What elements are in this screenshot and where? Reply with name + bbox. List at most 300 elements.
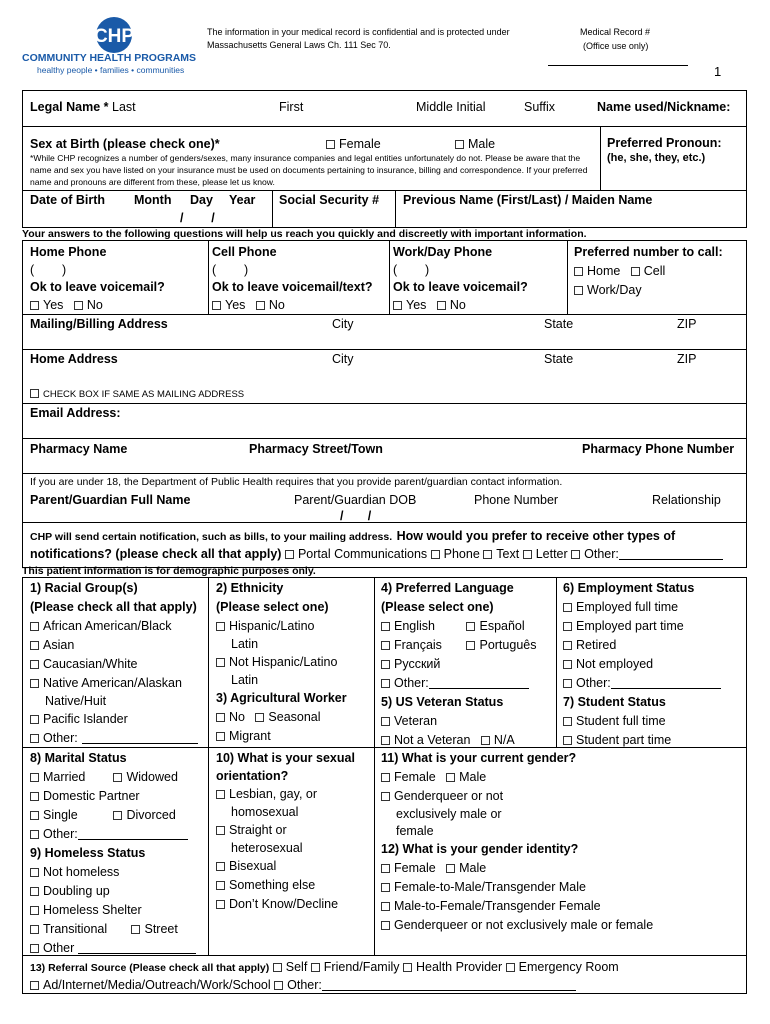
home-phone-label: Home Phone [30,245,107,259]
home-phone-input[interactable]: ( ) [30,263,67,277]
option-label: Other: [43,731,78,745]
checkbox-icon[interactable] [563,660,572,669]
work-vm-yes[interactable] [393,298,426,312]
checkbox-icon[interactable] [30,660,39,669]
orientation-section [216,749,355,914]
option-label: Genderqueer or not exclusively male or female [394,918,654,932]
identity-genderqueer[interactable] [381,916,653,935]
checkbox-icon[interactable] [563,679,572,688]
marital-other[interactable] [30,825,196,844]
checkbox-icon[interactable] [30,622,39,631]
race-asian[interactable] [30,636,198,655]
checkbox-icon[interactable] [506,963,515,972]
marital-widowed[interactable] [113,770,177,784]
employment-section [563,579,721,750]
dob-input[interactable]: / / [180,211,215,225]
work-phone-input[interactable]: ( ) [393,263,430,277]
checkbox-icon[interactable] [381,717,390,726]
checkbox-icon[interactable] [113,811,122,820]
checkbox-icon[interactable] [30,679,39,688]
referral-other-field[interactable] [322,978,576,991]
option-label: Caucasian/White [43,657,138,671]
marital-divorced[interactable] [113,808,175,822]
checkbox-icon[interactable] [437,301,446,310]
homeless-other-field[interactable] [78,941,196,954]
gender-row-1 [381,768,653,787]
referral-label: 13) Referral Source (Please check all that apply) [30,962,270,974]
checkbox-icon[interactable] [381,679,390,688]
first-name-label: First [279,100,304,114]
homeless-row [30,920,196,939]
option-label: Cell [643,264,666,278]
checkbox-icon[interactable] [30,868,39,877]
checkbox-icon[interactable] [571,550,580,559]
cell-phone-label: Cell Phone [212,245,277,259]
emp-retired[interactable] [563,636,721,655]
veteran-row [381,731,536,750]
orientation-straight[interactable] [216,821,355,840]
middle-initial-label: Middle Initial [416,100,486,114]
home-state-label: State [544,352,574,366]
identity-male[interactable] [446,861,486,875]
option-label: No [449,298,466,312]
lang-russian[interactable] [381,655,536,674]
option-label: Not employed [576,657,654,671]
notification-question: How would you prefer to receive other types of [396,529,676,543]
pref-home-option[interactable] [574,264,620,278]
identity-mtf[interactable] [381,897,653,916]
option-label: Other [43,941,75,955]
checkbox-icon[interactable] [523,550,532,559]
cell-phone-input[interactable]: ( ) [212,263,249,277]
cell-vm-no[interactable] [256,298,285,312]
checkbox-icon[interactable] [255,713,264,722]
work-voicemail-label: Ok to leave voicemail? [393,280,528,294]
gender-female[interactable] [381,770,436,784]
option-label: Other: [394,676,429,690]
confidential-line-1: The information in your medical record is confidential and is protected under [207,27,510,37]
checkbox-icon[interactable] [393,301,402,310]
option-label: Yes [406,298,427,312]
checkbox-icon[interactable] [216,732,225,741]
checkbox-icon[interactable] [30,641,39,650]
ssn-label: Social Security # [279,193,380,207]
option-label: Street [144,922,178,936]
preferred-number-options-1 [574,263,665,279]
work-phone-label: Work/Day Phone [393,245,493,259]
checkbox-icon[interactable] [30,887,39,896]
guardian-name-label: Parent/Guardian Full Name [30,493,191,507]
gender-identity-title: 12) What is your gender identity? [381,842,579,856]
student-part-time[interactable] [563,731,721,750]
sex-male-option[interactable] [455,136,495,152]
guardian-relationship-label: Relationship [652,493,721,507]
work-voicemail-options [393,297,466,313]
option-label: Female [394,861,436,875]
mailing-zip-label: ZIP [677,317,697,331]
referral-self[interactable] [273,960,308,974]
checkbox-icon[interactable] [381,622,390,631]
checkbox-icon[interactable] [381,902,390,911]
checkbox-icon[interactable] [216,881,225,890]
identity-ftm[interactable] [381,878,653,897]
notification-info: CHP will send certain notification, such as bills, to your mailing address. [30,531,393,543]
checkbox-icon[interactable] [30,944,39,953]
option-label: Ad/Internet/Media/Outreach/Work/School [43,978,271,992]
checkbox-icon[interactable] [30,981,39,990]
lang-other-field[interactable] [429,676,529,689]
option-label: Employed part time [576,619,684,633]
race-caucasian[interactable] [30,655,198,674]
lang-portugues[interactable] [466,638,536,652]
option-label: Straight or [229,823,287,837]
lang-espanol[interactable] [466,619,524,633]
ethnicity-section [216,579,347,746]
orientation-something-else[interactable] [216,876,355,895]
option-label: Male [459,861,487,875]
checkbox-icon[interactable] [381,660,390,669]
checkbox-icon[interactable] [403,963,412,972]
emp-other-field[interactable] [611,676,721,689]
orientation-title-cont: orientation? [216,769,289,783]
checkbox-icon[interactable] [311,963,320,972]
checkbox-icon[interactable] [74,301,83,310]
pharmacy-phone-label: Pharmacy Phone Number [582,442,735,456]
emp-full-time[interactable] [563,598,721,617]
checkbox-icon[interactable] [563,622,572,631]
homeless-street[interactable] [131,922,177,936]
last-name-label: Last [112,100,136,114]
option-label: Female-to-Male/Transgender Male [394,880,586,894]
option-label: Русский [394,657,441,671]
option-label: Asian [43,638,75,652]
referral-other[interactable] [274,978,576,992]
gender-identity-row-1 [381,859,653,878]
race-other[interactable] [30,729,198,748]
same-as-mailing-checkbox[interactable] [30,389,244,400]
checkbox-icon[interactable] [30,301,39,310]
orientation-lesbian-gay-cont: homosexual [231,805,299,819]
option-label: Not a Veteran [394,733,471,747]
checkbox-icon[interactable] [113,773,122,782]
home-voicemail-label: Ok to leave voicemail? [30,280,165,294]
option-label: Student part time [576,733,672,747]
option-label: Letter [535,547,568,561]
preferred-pronoun-label: Preferred Pronoun: [607,136,722,150]
option-label: Phone [443,547,480,561]
checkbox-icon[interactable] [216,900,225,909]
option-label: No [268,298,285,312]
student-title: 7) Student Status [563,695,666,709]
student-full-time[interactable] [563,712,721,731]
home-vm-yes[interactable] [30,298,63,312]
option-label: Transitional [43,922,108,936]
orientation-lesbian-gay[interactable] [216,785,355,804]
preferred-number-label: Preferred number to call: [574,245,723,259]
notification-question-cont: notifications? (please check all that apply) [30,547,282,561]
option-label: Hispanic/Latino [229,619,315,633]
checkbox-icon[interactable] [30,792,39,801]
option-label: Student full time [576,714,666,728]
checkbox-icon[interactable] [216,622,225,631]
checkbox-icon[interactable] [131,925,140,934]
ethnicity-not-hispanic-cont: Latin [231,673,259,687]
checkbox-icon[interactable] [216,826,225,835]
checkbox-icon[interactable] [30,773,39,782]
homeless-not[interactable] [30,863,196,882]
mailing-city-label: City [332,317,354,331]
checkbox-icon[interactable] [466,622,475,631]
option-label: No [229,710,245,724]
notify-other-field[interactable] [619,547,723,560]
option-label: Doubling up [43,884,110,898]
mailing-state-label: State [544,317,574,331]
guardian-phone-label: Phone Number [474,493,559,507]
checkbox-icon[interactable] [381,641,390,650]
checkbox-icon[interactable] [274,981,283,990]
emp-not-employed[interactable] [563,655,721,674]
race-section [30,579,198,748]
homeless-doubling[interactable] [30,882,196,901]
marital-title: 8) Marital Status [30,751,127,765]
pref-work-option[interactable] [574,282,642,298]
option-label: Work/Day [587,283,642,297]
checkbox-icon[interactable] [216,658,225,667]
vet-not-veteran[interactable] [381,733,470,747]
name-used-label: Name used/Nickname: [597,100,731,114]
lang-francais[interactable] [381,636,463,655]
checkbox-icon[interactable] [216,713,225,722]
checkbox-icon[interactable] [381,883,390,892]
notification-line-1 [30,527,675,545]
option-label: Other: [287,978,322,992]
orientation-straight-cont: heterosexual [231,841,303,855]
pref-cell-option[interactable] [631,264,666,278]
gender-male[interactable] [446,770,486,784]
mailing-address-label: Mailing/Billing Address [30,317,168,331]
option-label: Male [468,137,496,151]
option-label: Portal Communications [297,547,428,561]
ag-seasonal[interactable] [255,710,320,724]
checkbox-icon[interactable] [212,301,221,310]
orientation-bisexual[interactable] [216,857,355,876]
guardian-dob-label: Parent/Guardian DOB [294,493,417,507]
checkbox-icon[interactable] [216,862,225,871]
checkbox-icon[interactable] [326,140,335,149]
checkbox-icon[interactable] [446,773,455,782]
pharmacy-name-label: Pharmacy Name [30,442,128,456]
option-label: African American/Black [43,619,172,633]
checkbox-icon[interactable] [481,736,490,745]
marital-row-3 [30,806,196,825]
checkbox-icon[interactable] [256,301,265,310]
notification-line-2 [30,546,723,562]
home-vm-no[interactable] [74,298,103,312]
vet-veteran[interactable] [381,712,536,731]
notify-letter-option[interactable] [523,547,568,561]
language-row-2 [381,636,536,655]
option-label: Female [339,137,381,151]
option-label: Something else [229,878,316,892]
option-label: Male-to-Female/Transgender Female [394,899,601,913]
option-label: Friend/Family [323,960,400,974]
option-label: Female [394,770,436,784]
employment-title: 6) Employment Status [563,581,695,595]
race-pacific-islander[interactable] [30,710,198,729]
option-label: Emergency Room [518,960,619,974]
ag-no[interactable] [216,710,245,724]
work-vm-no[interactable] [437,298,466,312]
option-label: Lesbian, gay, or [229,787,318,801]
agricultural-options [216,708,347,727]
race-subtitle: (Please check all that apply) [30,600,197,614]
lang-other[interactable] [381,674,536,693]
checkbox-icon[interactable] [30,811,39,820]
checkbox-icon[interactable] [446,864,455,873]
marital-row-1 [30,768,196,787]
checkbox-icon[interactable] [216,790,225,799]
option-label: Bisexual [229,859,277,873]
checkbox-icon[interactable] [563,603,572,612]
checkbox-icon[interactable] [563,736,572,745]
language-title: 4) Preferred Language [381,581,514,595]
guardian-dob-input[interactable]: / / [340,509,372,523]
emp-part-time[interactable] [563,617,721,636]
checkbox-icon[interactable] [466,641,475,650]
option-label: Divorced [126,808,176,822]
svg-text:CHP: CHP [93,26,135,47]
option-label: Health Provider [416,960,503,974]
gender-genderqueer-cont-2: female [396,824,434,838]
checkbox-icon[interactable] [273,963,282,972]
home-voicemail-options [30,297,103,313]
notify-portal-option[interactable] [285,547,427,561]
option-label: Don’t Know/Decline [229,897,339,911]
checkbox-icon[interactable] [381,792,390,801]
language-subtitle: (Please select one) [381,600,494,614]
option-label: Genderqueer or not [394,789,504,803]
option-label: Single [43,808,78,822]
checkbox-icon[interactable] [574,286,583,295]
email-label: Email Address: [30,406,121,420]
checkbox-icon[interactable] [381,921,390,930]
checkbox-icon[interactable] [483,550,492,559]
race-african-american[interactable] [30,617,198,636]
checkbox-icon[interactable] [563,717,572,726]
option-label: N/A [493,733,515,747]
checkbox-icon[interactable] [381,736,390,745]
dob-day-label: Day [190,193,213,207]
vet-na[interactable] [481,733,515,747]
checkbox-icon[interactable] [30,906,39,915]
option-label: Seasonal [268,710,321,724]
option-label: Male [459,770,487,784]
checkbox-icon[interactable] [631,267,640,276]
option-label: Retired [576,638,617,652]
option-label: Veteran [394,714,438,728]
referral-er[interactable] [506,960,619,974]
checkbox-icon[interactable] [574,267,583,276]
gender-section [381,749,653,935]
option-label: Home [587,264,621,278]
homeless-transitional[interactable] [30,920,128,939]
lang-english[interactable] [381,617,463,636]
cell-vm-yes[interactable] [212,298,245,312]
referral-friend[interactable] [311,960,400,974]
dob-label: Date of Birth [30,193,105,207]
referral-provider[interactable] [403,960,502,974]
checkbox-icon[interactable] [30,925,39,934]
orientation-decline[interactable] [216,895,355,914]
gender-genderqueer-cont-1: exclusively male or [396,807,502,821]
notify-text-option[interactable] [483,547,519,561]
checkbox-icon[interactable] [30,830,39,839]
org-name: COMMUNITY HEALTH PROGRAMS [22,52,197,64]
referral-ad[interactable] [30,978,271,992]
emp-other[interactable] [563,674,721,693]
homeless-other[interactable] [30,939,196,958]
sex-at-birth-label: Sex at Birth (please check one)* [30,137,220,151]
checkbox-icon[interactable] [455,140,464,149]
sex-female-option[interactable] [326,136,381,152]
marital-married[interactable] [30,768,110,787]
previous-name-label: Previous Name (First/Last) / Maiden Name [403,193,653,207]
cell-voicemail-options [212,297,285,313]
page-number: 1 [714,64,722,79]
sex-disclaimer: *While CHP recognizes a number of genders/sexes, many insurance companies and legal entities unfortunately do not. Please be aware that the name and sex you have listed on your insurance must be used on documents pertaining to insurance, billing and correspondence. If your preferred name and pronouns are different from these, please let us know. [30,153,588,187]
medical-record-note: (Office use only) [583,41,649,51]
option-label: Other: [43,827,78,841]
option-label: Text [496,547,520,561]
ethnicity-title: 2) Ethnicity [216,581,284,595]
option-label: No [86,298,103,312]
checkbox-icon[interactable] [285,550,294,559]
checkbox-icon[interactable] [381,864,390,873]
option-label: Migrant [229,729,271,743]
checkbox-icon[interactable] [30,715,39,724]
gender-genderqueer[interactable] [381,787,653,806]
homeless-shelter[interactable] [30,901,196,920]
race-other-field[interactable] [82,731,198,744]
marital-single[interactable] [30,806,110,825]
identity-female[interactable] [381,861,436,875]
legal-name-field[interactable] [30,99,136,115]
suffix-label: Suffix [524,100,556,114]
option-label: Yes [225,298,246,312]
race-title: 1) Racial Group(s) [30,581,138,595]
ethnicity-not-hispanic[interactable] [216,653,347,672]
notify-other-option[interactable] [571,547,723,561]
ethnicity-hispanic[interactable] [216,617,347,636]
medical-record-field[interactable] [548,65,688,66]
checkbox-icon[interactable] [30,734,39,743]
race-native-american[interactable] [30,674,198,693]
dob-year-label: Year [229,193,256,207]
option-label: Other: [584,547,619,561]
checkbox-icon[interactable] [431,550,440,559]
homeless-title: 9) Homeless Status [30,846,146,860]
home-zip-label: ZIP [677,352,697,366]
notify-phone-option[interactable] [431,547,480,561]
checkbox-icon[interactable] [30,389,39,398]
marital-other-field[interactable] [78,827,188,840]
checkbox-icon[interactable] [381,773,390,782]
option-label: CHECK BOX IF SAME AS MAILING ADDRESS [43,389,245,400]
marital-partner[interactable] [30,787,196,806]
option-label: Homeless Shelter [43,903,142,917]
ag-migrant[interactable] [216,727,347,746]
checkbox-icon[interactable] [563,641,572,650]
